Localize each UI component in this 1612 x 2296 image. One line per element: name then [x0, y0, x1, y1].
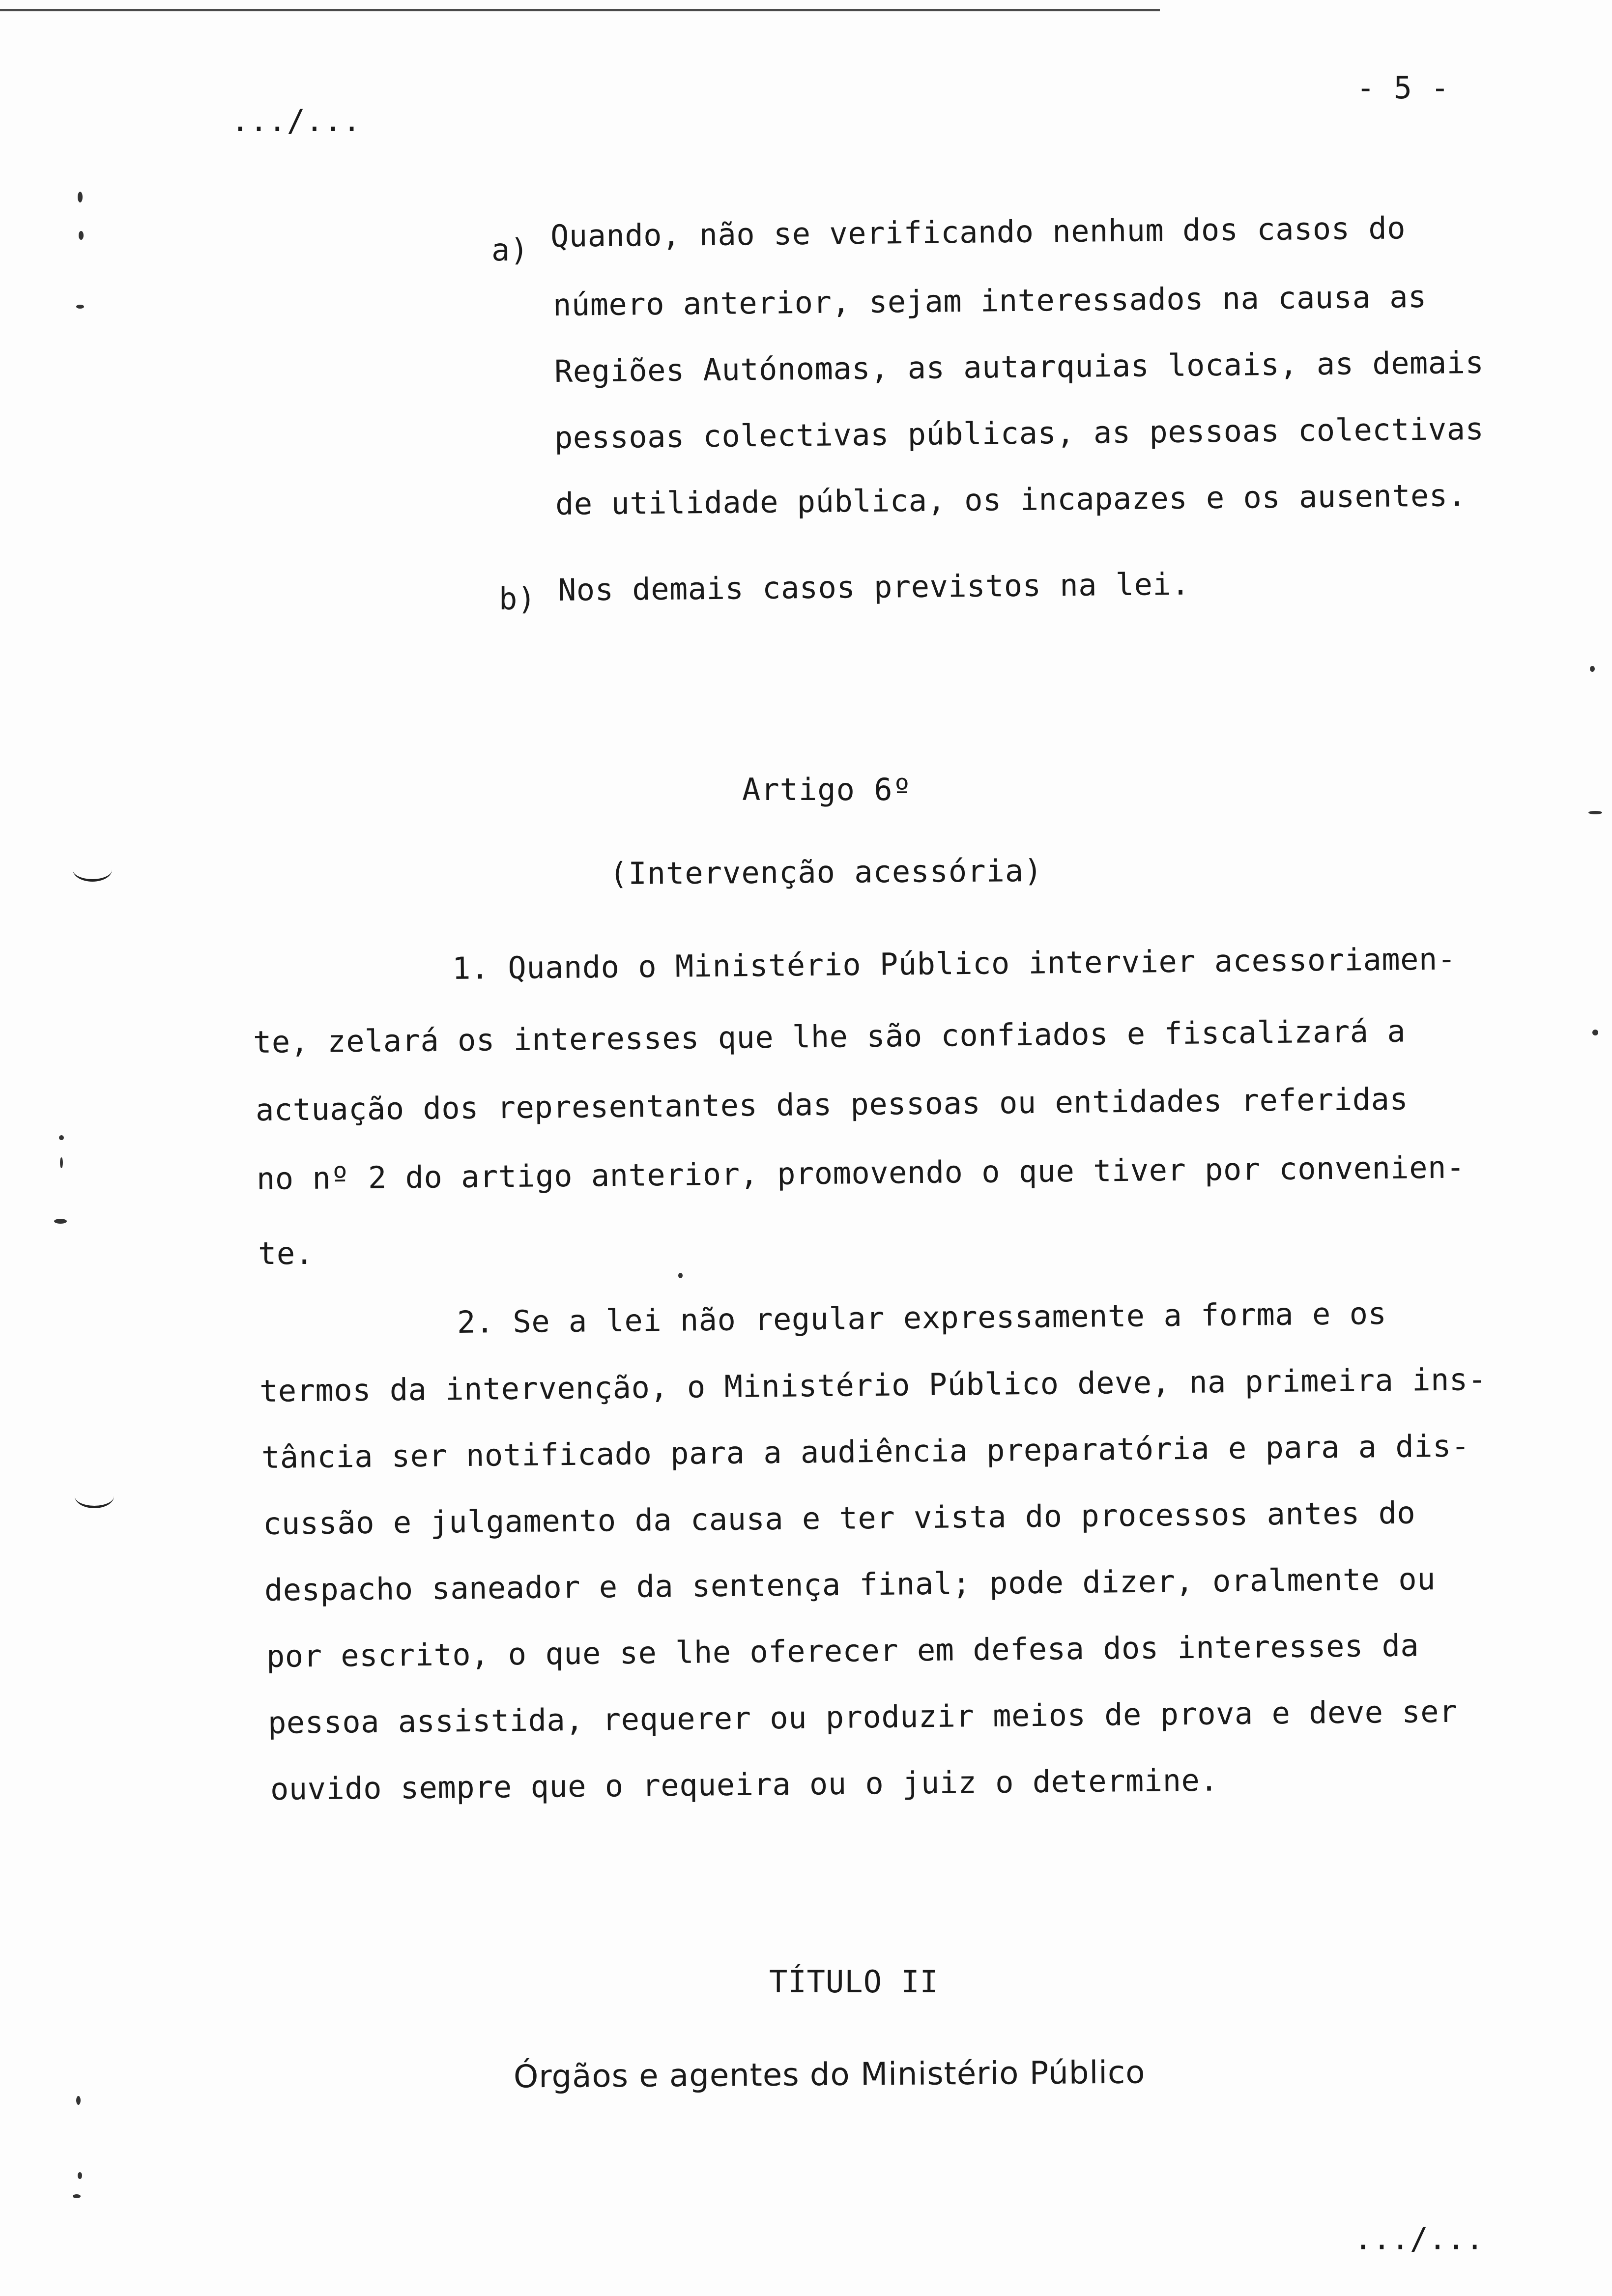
article-subtitle: (Intervenção acessória)	[609, 852, 1043, 892]
punch-hole-bottom	[75, 1484, 114, 1508]
paragraph-2-line-3: tância ser notificado para a audiência preparatória e para a dis-	[261, 1428, 1470, 1475]
speck	[59, 1135, 64, 1140]
speck	[1592, 1030, 1598, 1035]
speck	[678, 1273, 683, 1278]
speck	[76, 305, 84, 309]
list-item-a-line-4: pessoas colectivas públicas, as pessoas colectivas	[554, 410, 1484, 456]
list-item-b-line-1: Nos demais casos previstos na lei.	[557, 566, 1190, 608]
speck	[78, 2172, 82, 2179]
list-marker-b: b)	[499, 581, 536, 617]
list-marker-a: a)	[491, 232, 529, 268]
list-item-a-line-5: de utilidade pública, os incapazes e os ausentes.	[555, 477, 1467, 522]
speck	[54, 1219, 67, 1224]
paragraph-2-line-7: pessoa assistida, requerer ou produzir meios de prova e deve ser	[267, 1693, 1458, 1741]
punch-hole-top	[73, 858, 112, 882]
page-number: - 5 -	[1356, 70, 1450, 106]
paragraph-1-line-2: te, zelará os interesses que lhe são confiados e fiscalizará a	[253, 1013, 1406, 1060]
paragraph-2-line-5: despacho saneador e da sentença final; pode dizer, oralmente ou	[264, 1561, 1436, 1608]
scan-edge-line	[0, 9, 1160, 11]
paragraph-1-line-1: 1. Quando o Ministério Público intervier acessoriamen-	[452, 941, 1456, 986]
paragraph-2-line-8: ouvido sempre que o requeira ou o juiz o determine.	[270, 1762, 1219, 1807]
continuation-marker-top: .../...	[231, 103, 361, 139]
speck	[73, 2194, 81, 2198]
paragraph-2-line-1: 2. Se a lei não regular expressamente a forma e os	[457, 1295, 1387, 1340]
speck	[1590, 666, 1595, 672]
speck	[78, 192, 83, 202]
paragraph-2-line-4: cussão e julgamento da causa e ter vista do processos antes do	[262, 1494, 1416, 1542]
speck	[79, 231, 84, 240]
speck	[1588, 811, 1602, 814]
speck	[60, 1157, 63, 1168]
paragraph-2-line-2: termos da intervenção, o Ministério Público deve, na primeira ins-	[259, 1361, 1487, 1409]
paragraph-1-line-3: actuação dos representantes das pessoas ou entidades referidas	[255, 1081, 1409, 1128]
list-item-a-line-1: Quando, não se verificando nenhum dos casos do	[550, 210, 1406, 254]
paragraph-2-line-6: por escrito, o que se lhe oferecer em defesa dos interesses da	[266, 1627, 1419, 1674]
paragraph-1-line-4: no nº 2 do artigo anterior, promovendo o que tiver por convenien-	[256, 1149, 1465, 1197]
list-item-a-line-2: número anterior, sejam interessados na causa as	[552, 278, 1427, 323]
section-subtitle: Órgãos e agentes do Ministério Público	[513, 2054, 1146, 2095]
continuation-marker-bottom: .../...	[1354, 2221, 1484, 2257]
list-item-a-line-3: Regiões Autónomas, as autarquias locais, as demais	[554, 344, 1484, 389]
section-title: TÍTULO II	[769, 1964, 939, 2000]
speck	[76, 2096, 81, 2105]
article-title: Artigo 6º	[742, 772, 912, 807]
paragraph-1-line-5: te.	[258, 1235, 314, 1271]
